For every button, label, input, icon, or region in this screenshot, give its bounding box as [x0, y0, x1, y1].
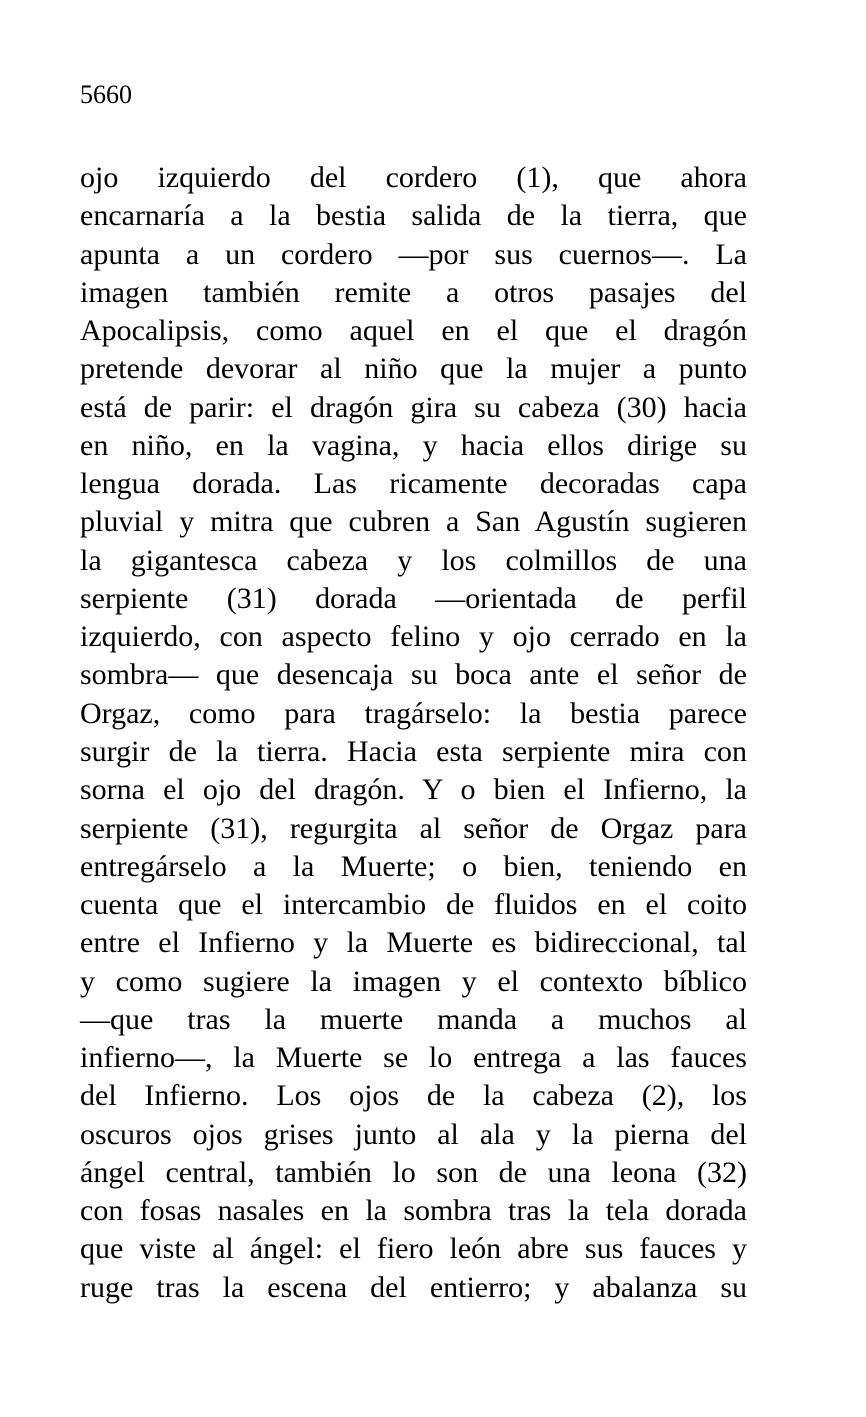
text-line: en niño, en la vagina, y hacia ellos dirige su [80, 428, 747, 462]
text-line: entre el Infierno y la Muerte es bidireccional, tal [80, 926, 747, 960]
text-line: —que tras la muerte manda a muchos al [80, 1002, 747, 1036]
text-line: izquierdo, con aspecto felino y ojo cerrado en la [80, 620, 747, 654]
text-line: imagen también remite a otros pasajes del [80, 275, 747, 309]
page-number: 5660 [80, 80, 132, 109]
text-line: sorna el ojo del dragón. Y o bien el Infierno, la [80, 773, 747, 807]
text-line: Apocalipsis, como aquel en el que el dragón [80, 314, 747, 348]
text-line: y como sugiere la imagen y el contexto bíblico [80, 964, 747, 998]
text-line: con fosas nasales en la sombra tras la tela dorada [80, 1194, 747, 1228]
text-line: serpiente (31), regurgita al señor de Orgaz para [80, 811, 747, 845]
text-line: que viste al ángel: el fiero león abre sus fauces y [80, 1232, 747, 1266]
text-line: sombra— que desencaja su boca ante el señor de [80, 658, 747, 692]
text-line: ojo izquierdo del cordero (1), que ahora [80, 161, 747, 194]
text-line: encarnaría a la bestia salida de la tierra, que [80, 199, 747, 233]
text-line: del Infierno. Los ojos de la cabeza (2), los [80, 1079, 747, 1113]
text-line: está de parir: el dragón gira su cabeza (30) hacia [80, 390, 747, 424]
text-line: oscuros ojos grises junto al ala y la pierna del [80, 1117, 747, 1151]
text-line: lengua dorada. Las ricamente decoradas capa [80, 467, 747, 501]
text-line: surgir de la tierra. Hacia esta serpiente mira con [80, 734, 747, 768]
text-line: Orgaz, como para tragárselo: la bestia parece [80, 696, 747, 730]
text-line: apunta a un cordero —por sus cuernos—. La [80, 237, 747, 271]
text-line: pretende devorar al niño que la mujer a punto [80, 352, 747, 386]
text-line: serpiente (31) dorada —orientada de perfil [80, 581, 747, 615]
text-line: pluvial y mitra que cubren a San Agustín sugieren [80, 505, 747, 539]
body-text [80, 159, 747, 1307]
text-line: ruge tras la escena del entierro; y abalanza su [80, 1270, 747, 1304]
text-line: cuenta que el intercambio de fluidos en el coito [80, 888, 747, 922]
text-line: entregárselo a la Muerte; o bien, teniendo en [80, 849, 747, 883]
text-line: infierno—, la Muerte se lo entrega a las fauces [80, 1041, 747, 1075]
text-line: ángel central, también lo son de una leona (32) [80, 1155, 747, 1189]
text-line: la gigantesca cabeza y los colmillos de una [80, 543, 747, 577]
